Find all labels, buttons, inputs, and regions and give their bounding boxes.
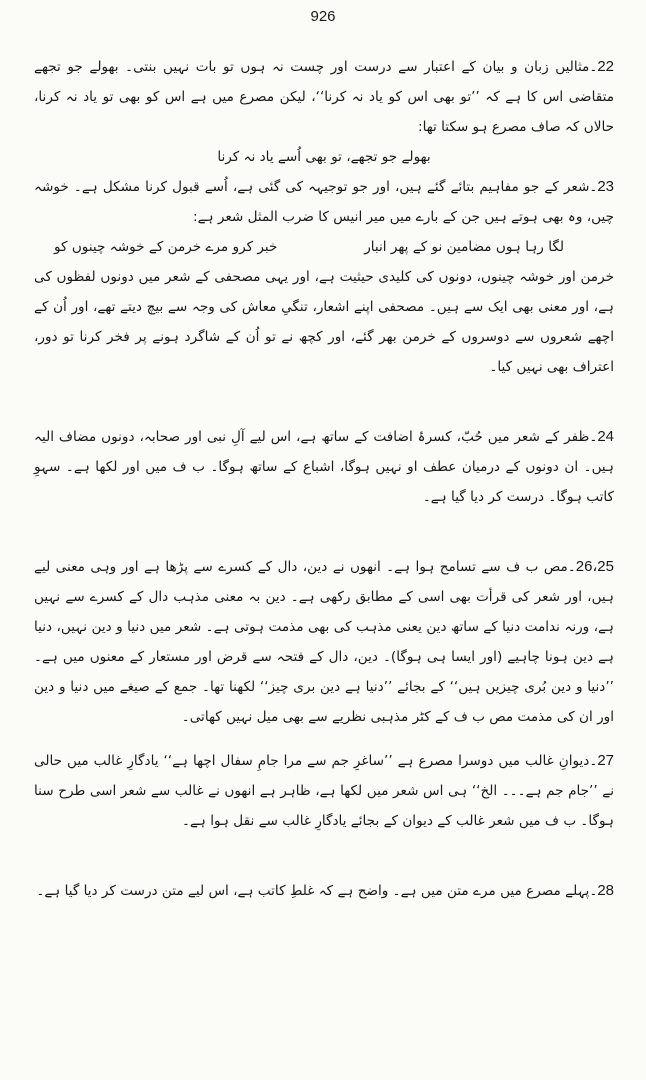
note-23 [34,172,614,232]
note-25-26 [34,552,614,732]
note-number: 26،25 [575,558,614,575]
verse-second-hemistich: خبر کرو مرے خرمن کے خوشہ چینوں کو [54,239,278,255]
note-number: 22 [597,58,614,75]
note-number: 23 [597,178,614,195]
note-number: 28 [597,882,614,899]
page-number: 926 [310,8,336,25]
couplet [34,232,614,262]
note-number: 24 [597,428,614,445]
note-text: ۔مثالیں زبان و بیان کے اعتبار سے درست اور چست نہ ہوں تو بات نہیں بنتی۔ بھولے جو تجھے متقاضی اس کا ہے کہ ’’تو بھی اس کو یاد نہ کرنا‘‘، لیکن مصرع میں ہے اس کو بھی تو یاد نہ کرنا، حالاں کہ صاف مصرع ہو سکتا تھا: [34,59,614,135]
note-number: 27 [597,752,614,769]
note-27 [34,746,614,836]
note-22 [34,52,614,142]
note-text: ۔ظفر کے شعر میں حُبّ، کسرۂ اضافت کے ساتھ ہے، اس لیے آلِ نبی اور صحابہ، دونوں مضاف الیہ ہیں۔ ان دونوں کے درمیان عطف او نہیں ہوگا، اشباع کے ساتھ ہوگا۔ ب ف میں اور لکھا ہے۔ سہوِ کاتب ہوگا۔ درست کر دیا گیا ہے۔ [34,429,614,505]
verse-line: بھولے جو تجھے، تو بھی اُسے یاد نہ کرنا [217,149,431,165]
verse-first-hemistich: لگا رہا ہوں مضامین نو کے پھر انبار [364,239,564,255]
note-text: ۔پہلے مصرع میں مرے متن میں ہے۔ واضح ہے کہ غلطِ کاتب ہے، اس لیے متن درست کر دیا گیا ہے۔ [36,883,598,899]
note-28 [34,876,614,906]
note-text: ۔دیوانِ غالب میں دوسرا مصرع ہے ’’ساغرِ جم سے مرا جامِ سفال اچھا ہے‘‘ یادگارِ غالب میں حالی نے ’’جام جم ہے۔۔۔ الخ‘‘ ہی اس شعر میں لکھا ہے، ظاہر ہے انھوں نے غالب سے شعر اسی طرح سنا ہوگا۔ ب ف میں شعر غالب کے دیوان کے بجائے یادگارِ غالب سے نقل ہوا ہے۔ [34,753,614,829]
note-text: ۔شعر کے جو مفاہیم بتائے گئے ہیں، اور جو توجیہہ کی گئی ہے، اُسے قبول کرنا مشکل ہے۔ خوشہ چیں، وہ بھی ہوتے ہیں جن کے بارے میں میر انیس کا ضرب المثل شعر ہے: [34,179,614,225]
note-23-continued: خرمن اور خوشہ چینوں، دونوں کی کلیدی حیثیت ہے، اور یہی مصحفی کے شعر میں دونوں لفظوں کی ہے، اور معنی بھی ایک سے ہیں۔ مصحفی اپنے اشعار، تنگیِ معاش کی وجہ سے بیچ دیتے تھے، اور اُن کے اچھے شعروں سے دوسروں کے خرمن بھر گئے، اور کچھ نے تو اُن کے شاگرد ہونے پر فخر کرنا تو دور، اعتراف بھی نہیں کیا۔ [34,269,614,375]
note-24 [34,422,614,512]
footnotes-body [34,52,614,906]
note-text: ۔مص ب ف سے تسامح ہوا ہے۔ انھوں نے دین، دال کے کسرے سے پڑھا ہے اور وہی معنی لیے ہیں، اور شعر کی قرأت بھی اسی کے مطابق رکھی ہے۔ دین بہ معنی مذہب دال کے کسرے سے نہیں ہے، ورنہ ندامت دنیا کے ساتھ دین یعنی مذہب کی بھی مذمت ہوتی ہے۔ شعر میں دنیا و دین نہیں، دنیا ہے دین ہونا چاہیے (اور ایسا ہی ہوگا)۔ دین، دال کے فتحہ سے قرض اور مستعار کے معنوں میں ہے۔ ’’دنیا و دین بُری چیزیں ہیں‘‘ کے بجائے ’’دنیا ہے دین بری چیز‘‘ لکھنا تھا۔ جمع کے صیغے میں دنیا و دین اور ان کی مذمت مص ب ف کے کٹر مذہبی نظریے سے بھی میل نہیں کھاتی۔ [34,559,614,725]
